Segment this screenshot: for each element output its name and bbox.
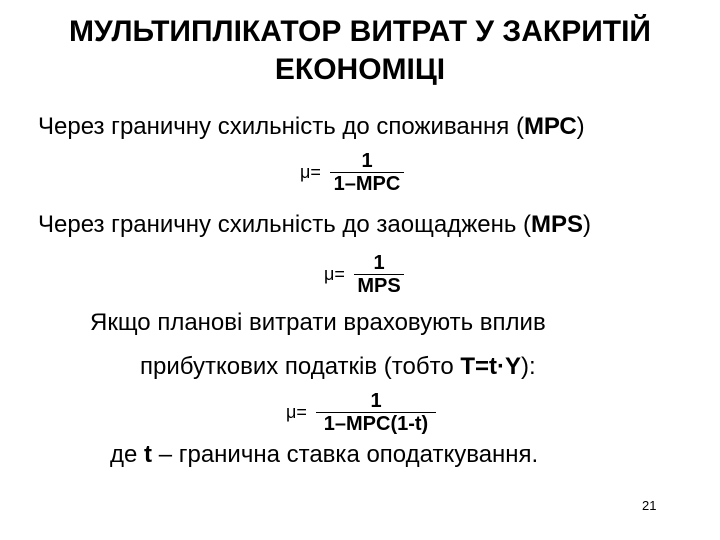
mps-description — [38, 210, 591, 240]
mps-text-post: ) — [583, 211, 592, 238]
taxes-formula-inline: T=t·Y — [460, 353, 522, 380]
note-pre: де — [110, 441, 145, 468]
mps-text-pre: Через граничну схильність до заощаджень ( — [38, 211, 532, 238]
page-number: 21 — [642, 498, 657, 513]
mpc-denominator: 1–MPC — [333, 173, 401, 195]
taxes-fraction — [316, 390, 436, 435]
taxes-line-1: Якщо планові витрати враховують вплив — [90, 309, 546, 336]
note-post: – гранична ставка оподаткування. — [152, 441, 539, 468]
taxes-line-2-pre: прибуткових податків (тобто — [140, 353, 461, 380]
mu-symbol: μ= — [300, 162, 321, 182]
taxes-line-2 — [140, 352, 536, 382]
mpc-abbr: МРС — [523, 113, 577, 140]
taxes-denominator: 1–MPC(1-t) — [323, 413, 429, 435]
mpc-description — [38, 112, 585, 142]
mu-symbol: μ= — [324, 264, 345, 284]
mpc-text-pre: Через граничну схильність до споживання ( — [38, 113, 524, 140]
taxes-line-2-post: ): — [521, 353, 536, 380]
title-line-2: ЕКОНОМІЦІ — [274, 53, 446, 86]
mpc-fraction — [330, 150, 404, 195]
mps-numerator: 1 — [373, 252, 385, 274]
mps-denominator: MPS — [357, 275, 401, 297]
mu-symbol: μ= — [286, 402, 307, 422]
mps-abbr: MPS — [531, 211, 584, 238]
taxes-numerator: 1 — [370, 390, 382, 412]
title-line-1: МУЛЬТИПЛІКАТОР ВИТРАТ У ЗАКРИТІЙ — [69, 15, 651, 48]
mpc-numerator: 1 — [361, 150, 373, 172]
note-variable: t — [144, 441, 153, 468]
tax-rate-note — [110, 440, 538, 470]
mps-fraction — [354, 252, 404, 297]
mpc-text-post: ) — [576, 113, 585, 140]
